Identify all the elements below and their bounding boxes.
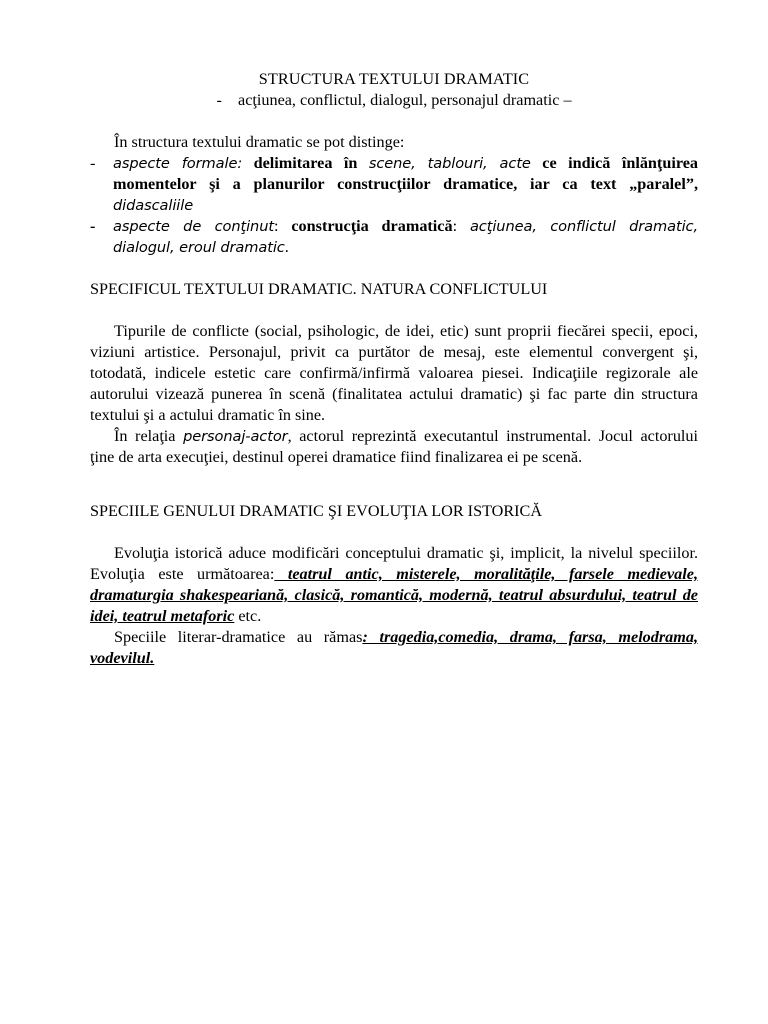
section3-paragraph-1 bbox=[90, 543, 698, 627]
section3-paragraph-2 bbox=[90, 627, 698, 669]
section3-p1-tail: etc. bbox=[234, 607, 262, 625]
formal-aspects-text-2: ce indică înlănţuirea momentelor şi a planurilor construcţiilor dramatice, iar ca text „paralel”, bbox=[113, 154, 698, 193]
section2-p2-italic: personaj-actor bbox=[183, 428, 288, 445]
content-aspects-bold: construcţia dramatică bbox=[291, 217, 453, 235]
section3-p2-emphasis: : tragedia,comedia, drama, farsa, melodrama, vodevilul. bbox=[90, 628, 698, 667]
document-content bbox=[90, 69, 698, 669]
section-heading-specific: SPECIFICUL TEXTULUI DRAMATIC. NATURA CONFLICTULUI bbox=[90, 280, 548, 298]
list-dash: - bbox=[90, 217, 96, 235]
content-aspects-text-2: : bbox=[452, 217, 470, 235]
content-aspects-text-3: . bbox=[284, 238, 289, 256]
subtitle-dash: - bbox=[216, 91, 222, 109]
formal-aspects-label: aspecte formale: bbox=[113, 155, 243, 172]
section3-p1-text: Evoluţia istorică aduce modificări conceptului dramatic şi, implicit, la nivelul speciilor. Evoluţia este următoarea: bbox=[90, 544, 698, 583]
section2-paragraph-2 bbox=[90, 426, 698, 468]
section-heading-species: SPECIILE GENULUI DRAMATIC ŞI EVOLUŢIA LOR ISTORICĂ bbox=[90, 502, 543, 520]
aspects-list bbox=[90, 153, 698, 258]
formal-aspects-text-1: delimitarea în bbox=[242, 154, 369, 172]
section3-p1-emphasis: teatrul antic, misterele, moralităţile, farsele medievale, dramaturgia shakespeariană, clasică, romantică, modernă, teatrul absurdului, teatrul de idei, teatrul metaforic bbox=[90, 565, 699, 625]
formal-aspects-italic-1: scene, tablouri, acte bbox=[368, 155, 531, 172]
content-aspects-italic: acţiunea, conflictul dramatic, dialogul, eroul dramatic bbox=[113, 218, 699, 256]
section3-p2-text: Speciile literar-dramatice au rămas bbox=[114, 628, 363, 646]
section2-p2-text-2: , actorul reprezintă executantul instrumental. Jocul actorului ţine de arta execuţiei, destinul operei dramatice fiind finalizarea ei pe scenă. bbox=[90, 427, 698, 466]
list-dash: - bbox=[90, 154, 96, 172]
content-aspects-label: aspecte de conţinut bbox=[113, 218, 274, 235]
subtitle-text: acţiunea, conflictul, dialogul, personajul dramatic – bbox=[238, 91, 572, 109]
document-title: STRUCTURA TEXTULUI DRAMATIC bbox=[258, 70, 530, 88]
list-item-formal-aspects bbox=[90, 153, 698, 216]
document-subtitle bbox=[90, 90, 698, 111]
section2-paragraph-1: Tipurile de conflicte (social, psihologic, de idei, etic) sunt proprii fiecărei specii, epoci, viziuni artistice. Personajul, privit ca purtător de mesaj, este elementul convergent şi, totodată, indicele estetic care confirmă/infirmă valoarea piesei. Indicaţiile regizorale ale autorului vizează punerea în scenă (finalitatea actului dramatic) şi fac parte din structura textului şi a actului dramatic în sine. bbox=[90, 322, 698, 424]
intro-paragraph: În structura textului dramatic se pot distinge: bbox=[114, 133, 405, 151]
formal-aspects-italic-2: didascaliile bbox=[113, 197, 194, 214]
list-item-content-aspects bbox=[90, 216, 698, 258]
section2-p2-text-1: În relaţia bbox=[114, 427, 184, 445]
content-aspects-text-1: : bbox=[273, 217, 292, 235]
